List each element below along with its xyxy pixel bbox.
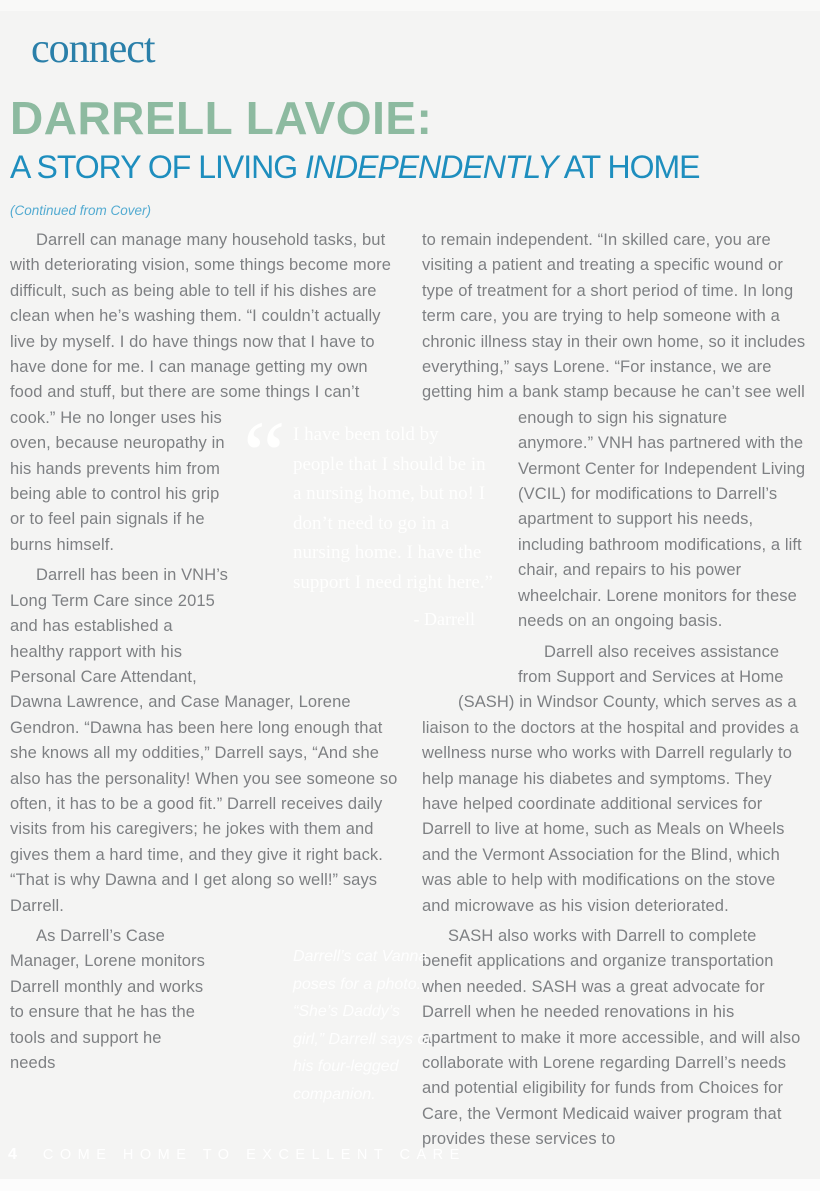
pull-quote-attribution: - Darrell <box>413 609 475 629</box>
open-quote-icon: “ <box>243 401 282 508</box>
page-number: 4 <box>8 1146 19 1163</box>
subtitle-pre: A STORY OF LIVING <box>10 149 305 185</box>
article-subtitle <box>10 148 700 186</box>
footer-tagline: COME HOME TO EXCELLENT CARE <box>42 1147 466 1163</box>
top-strip <box>0 0 820 11</box>
connect-logo: connect <box>31 26 155 72</box>
photo-caption: Darrell’s cat Vanna poses for a photo. “She’s Daddy’s girl,” Darrell says of his four-legged companion. <box>293 948 431 1103</box>
continued-from-cover: (Continued from Cover) <box>10 203 152 218</box>
article-title: DARRELL LAVOIE: <box>10 92 433 144</box>
subtitle-italic: INDEPENDENTLY <box>305 149 558 185</box>
paragraph: Darrell has been in VNH’s Long Term Care since 2015 and has established a healthy rapport with his Personal Care Attendant, Dawna Lawrence, and Case Manager, Lorene Gendron. “Dawna has been here long enough that she knows all my oddities,” Darrell says, “And she also has the personality! When you see someone so often, it has to be a good fit.” Darrell receives daily visits from his caregivers; he jokes with them and gives them a hard time, and they give it right back. “That is why Dawna and I get along so well!” says Darrell. <box>10 566 398 915</box>
bottom-strip <box>0 1179 820 1191</box>
subtitle-post: AT HOME <box>557 149 700 185</box>
paragraph: As Darrell’s Case Manager, Lorene monitors Darrell monthly and works to ensure that he has the tools and support he needs <box>10 926 206 1072</box>
pull-quote-text: I have been told by people that I should be in a nursing home, but no! I don’t need to go in a nursing home. I have the support I need right here.” <box>293 424 493 593</box>
paragraph: to remain independent. “In skilled care, you are visiting a patient and treating a specific wound or type of treatment for a short period of time. In long term care, you are trying to help someone with a chronic illness stay in their own home, so it includes everything,” says Lorene. “For instance, we are getting him a bank stamp because he can’t see well enough to sign his signature anymore.” VNH has partnered with the Vermont Center for Independent Living (VCIL) for modifications to Darrell’s apartment to support his needs, including bathroom modifications, a lift chair, and repairs to his power wheelchair. Lorene monitors for these needs on an ongoing basis. <box>422 231 806 631</box>
paragraph: Darrell also receives assistance from Support and Services at Home (SASH) in Windsor County, which serves as a liaison to the doctors at the hospital and provides a wellness nurse who works with Darrell regularly to help manage his diabetes and symptoms. They have helped coordinate additional services for Darrell to live at home, such as Meals on Wheels and the Vermont Association for the Blind, which was able to help with modifications on the stove and microwave as his vision deteriorated. <box>422 642 799 915</box>
right-column <box>422 228 806 1158</box>
paragraph: Darrell can manage many household tasks, but with deteriorating vision, some things become more difficult, such as being able to tell if his dishes are clean when he’s washing them. “I couldn’t actually live by myself. I do have things now that I have to have done for me. I can manage getting my own food and stuff, but there are some things I can’t cook.” He no longer uses his oven, because neuropathy in his hands prevents him from being able to control his grip or to feel pain signals if he burns himself. <box>10 231 392 554</box>
pull-quote <box>243 401 493 630</box>
paragraph: SASH also works with Darrell to complete benefit applications and organize transportation when needed. SASH was a great advocate for Darrell when he needed renovations in his apartment to make it more accessible, and will also collaborate with Lorene regarding Darrell’s needs and potential eligibility for funds from Choices for Care, the Vermont Medicaid waiver program that provides these services to <box>422 926 801 1149</box>
page-footer <box>8 1146 466 1164</box>
pull-quote-body <box>293 420 493 630</box>
